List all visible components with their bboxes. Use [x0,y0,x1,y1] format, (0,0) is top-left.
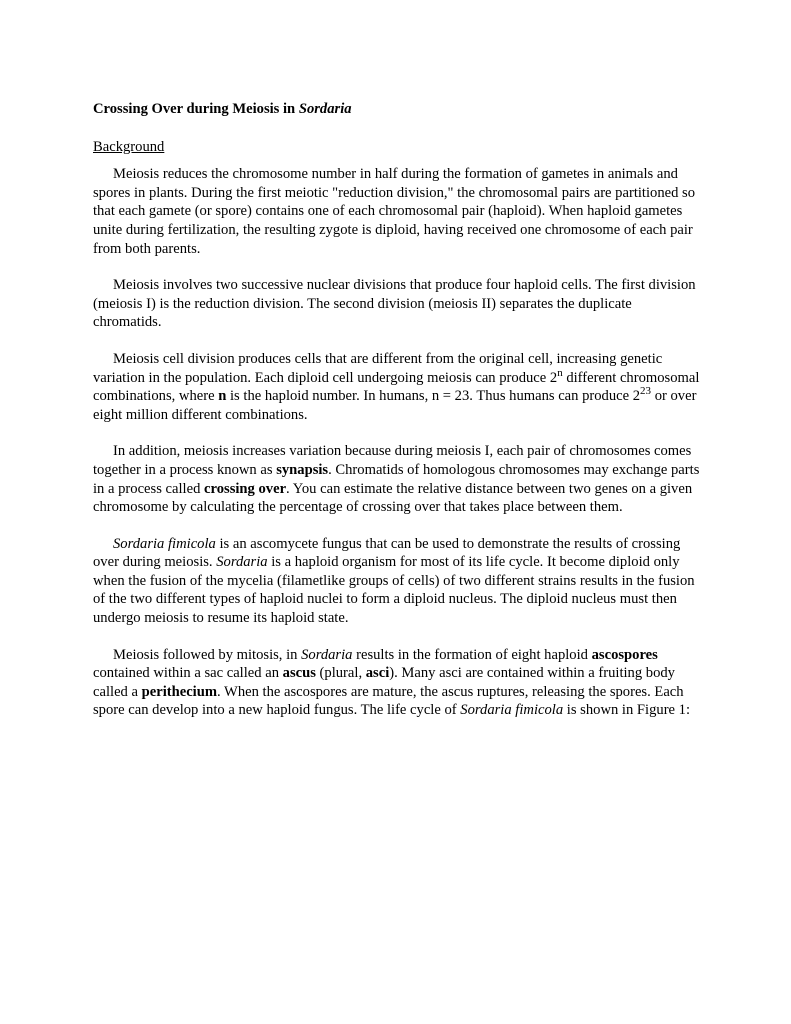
term-synapsis: synapsis [276,461,329,478]
text-run: is shown in Figure 1: [563,702,691,719]
text-run: is an ascomycete fungus that can be used to demonstrate the results of crossing over during meiosis. [93,535,681,571]
document-page [93,100,703,739]
text-run: is a haploid organism for most of its life cycle. It become diploid only when the fusion of the mycelia (filametlike groups of cells) of two different strains results in the fusion of the two different types of haploid nuclei to form a diploid nucleus. The diploid nucleus must then undergo meiosis to resume its haploid state. [93,554,695,627]
text-run: is the haploid number. In humans, n = 23. Thus humans can produce 2 [226,388,641,405]
paragraph-meiosis-divisions: Meiosis involves two successive nuclear divisions that produce four haploid cells. The first division (meiosis I) is the reduction division. The second division (meiosis II) separates the duplicate chromatids. [93,277,696,331]
term-ascus: ascus [282,665,316,682]
term-crossing-over: crossing over [204,480,287,497]
title-text: Crossing Over during Meiosis in [93,101,299,117]
genus-name: Sordaria [301,646,353,663]
text-run: ). Many asci are contained within a fruiting body called a [93,665,675,700]
text-run: Meiosis cell division produces cells that are different from the original cell, increasing genetic variation in the population. Each diploid cell undergoing meiosis can produce 2 [93,350,663,386]
term-perithecium: perithecium [141,683,218,700]
paragraph-genetic-variation [93,350,703,424]
superscript-n: n [557,366,563,379]
paragraph-synapsis-crossing-over [93,442,703,516]
paragraph-meiosis-reduction: Meiosis reduces the chromosome number in half during the formation of gametes in animals and spores in plants. During the first meiotic "reduction division," the chromosomal pairs are partitioned so that each gamete (or spore) contains one of each chromosomal pair (haploid). When haploid gametes unite during fertilization, the resulting zygote is diploid, having received one chromosome of each pair from both parents. [93,166,696,257]
text-run: In addition, meiosis increases variation because during meiosis I, each pair of chromosomes comes together in a process known as [93,443,692,478]
text-run: or over eight million different combinations. [93,388,697,423]
section-heading-background: Background [93,138,165,155]
text-run: contained within a sac called an [93,665,283,682]
text-run: (plural, [315,665,366,682]
species-name: Sordaria fimicola [460,702,564,719]
text-run: Meiosis followed by mitosis, in [113,646,302,663]
genus-name: Sordaria [216,554,268,571]
term-asci: asci [365,665,390,682]
paragraph-sordaria-fimicola [93,535,703,628]
title-italic-text: Sordaria [298,101,352,117]
text-run: results in the formation of eight haploid [352,646,592,663]
text-run: . When the ascospores are mature, the ascus ruptures, releasing the spores. Each spore can develop into a new haploid fungus. The life cycle of [93,683,684,719]
text-run: . You can estimate the relative distance between two genes on a given chromosome by calculating the percentage of crossing over that takes place between them. [93,480,693,516]
bold-n: n [218,388,227,405]
text-run: different chromosomal combinations, where [93,369,700,405]
document-title [93,100,703,119]
term-ascospores: ascospores [591,646,658,663]
text-run: . Chromatids of homologous chromosomes may exchange parts in a process called [93,461,700,497]
paragraph-ascospores [93,646,703,720]
species-name: Sordaria fimicola [113,535,216,552]
superscript-23: 23 [640,385,652,398]
